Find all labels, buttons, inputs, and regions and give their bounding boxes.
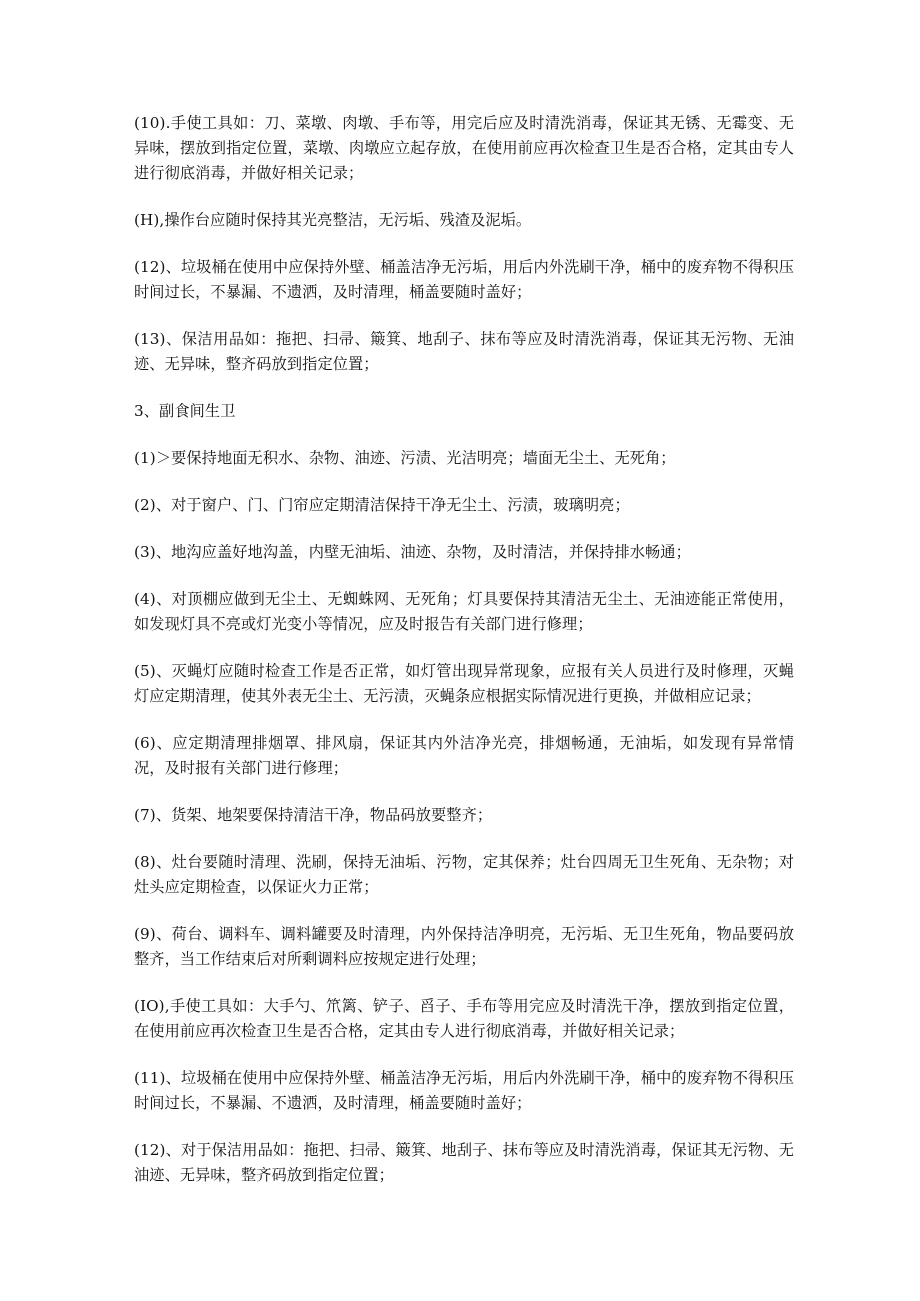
paragraph-3-drain: (3)、地沟应盖好地沟盖，内壁无油垢、油迹、杂物，及时清洁，并保持排水畅通； bbox=[134, 543, 691, 561]
paragraph-4-ceiling: (4)、对顶棚应做到无尘土、无蜘蛛网、无死角；灯具要保持其清洁无尘土、无油迹能正常使用，如发现灯具不亮或灯光变小等情况，应及时报告有关部门进行修理； bbox=[134, 590, 794, 633]
paragraph-9-condiment-cart: (9)、荷台、调料车、调料罐要及时清理，内外保持洁净明亮，无污垢、无卫生死角，物品要码放整齐，当工作结束后对所剩调料应按规定进行处理； bbox=[134, 925, 794, 968]
paragraph-7-shelves: (7)、货架、地架要保持清洁干净，物品码放要整齐； bbox=[134, 806, 493, 824]
paragraph-12-cleaning-supplies: (12)、对于保洁用品如：拖把、扫帚、簸箕、地刮子、抹布等应及时清洗消毒，保证其无污物、无油迹、无异味，整齐码放到指定位置； bbox=[134, 1141, 794, 1184]
paragraph-2-windows: (2)、对于窗户、门、门帘应定期清洁保持干净无尘土、污渍，玻璃明亮； bbox=[134, 496, 630, 514]
paragraph-12-trash-bin: (12)、垃圾桶在使用中应保持外壁、桶盖洁净无污垢，用后内外洗刷干净，桶中的废弃物不得积压时间过长，不暴漏、不遗洒，及时清理，桶盖要随时盖好； bbox=[134, 258, 794, 301]
paragraph-5-fly-lamp: (5)、灭蝇灯应随时检查工作是否正常，如灯管出现异常现象，应报有关人员进行及时修理，灭蝇灯应定期清理，使其外表无尘土、无污渍，灭蝇条应根据实际情况进行更换，并做相应记录； bbox=[134, 662, 794, 705]
paragraph-10-utensils: (IO),手使工具如：大手勺、笊篱、铲子、舀子、手布等用完应及时清洗干净，摆放到指定位置，在使用前应再次检查卫生是否合格，定其由专人进行彻底消毒，并做好相关记录； bbox=[134, 997, 794, 1040]
paragraph-11-trash-bin: (11)、垃圾桶在使用中应保持外壁、桶盖洁净无污垢，用后内外洗刷干净，桶中的废弃物不得积压时间过长，不暴漏、不遗洒，及时清理，桶盖要随时盖好； bbox=[134, 1069, 794, 1112]
paragraph-13-cleaning-supplies: (13)、保洁用品如：拖把、扫帚、簸箕、地刮子、抹布等应及时清洗消毒，保证其无污物、无油迹、无异味，整齐码放到指定位置； bbox=[134, 330, 794, 373]
paragraph-8-stove: (8)、灶台要随时清理、洗刷，保持无油垢、污物，定其保养；灶台四周无卫生死角、无杂物；对灶头应定期检查，以保证火力正常； bbox=[134, 853, 794, 896]
paragraph-10-hand-tools: (10).手使工具如：刀、菜墩、肉墩、手布等，用完后应及时清洗消毒，保证其无锈、无霉变、无异味，摆放到指定位置，菜墩、肉墩应立起存放，在使用前应再次检查卫生是否合格，定其由专人进行彻底消毒，并做好相关记录； bbox=[134, 114, 794, 182]
paragraph-1-floor: (1)＞要保持地面无积水、杂物、油迹、污渍、光洁明亮；墙面无尘土、无死角； bbox=[134, 449, 676, 467]
paragraph-11-work-table: (H),操作台应随时保持其光亮整洁，无污垢、残渣及泥垢。 bbox=[134, 211, 532, 229]
section-heading-side-kitchen: 3、副食间生卫 bbox=[134, 402, 236, 420]
paragraph-6-exhaust: (6)、应定期清理排烟罩、排风扇，保证其内外洁净光亮，排烟畅通，无油垢，如发现有异常情况，及时报有关部门进行修理； bbox=[134, 734, 794, 777]
document-body bbox=[134, 111, 794, 1210]
